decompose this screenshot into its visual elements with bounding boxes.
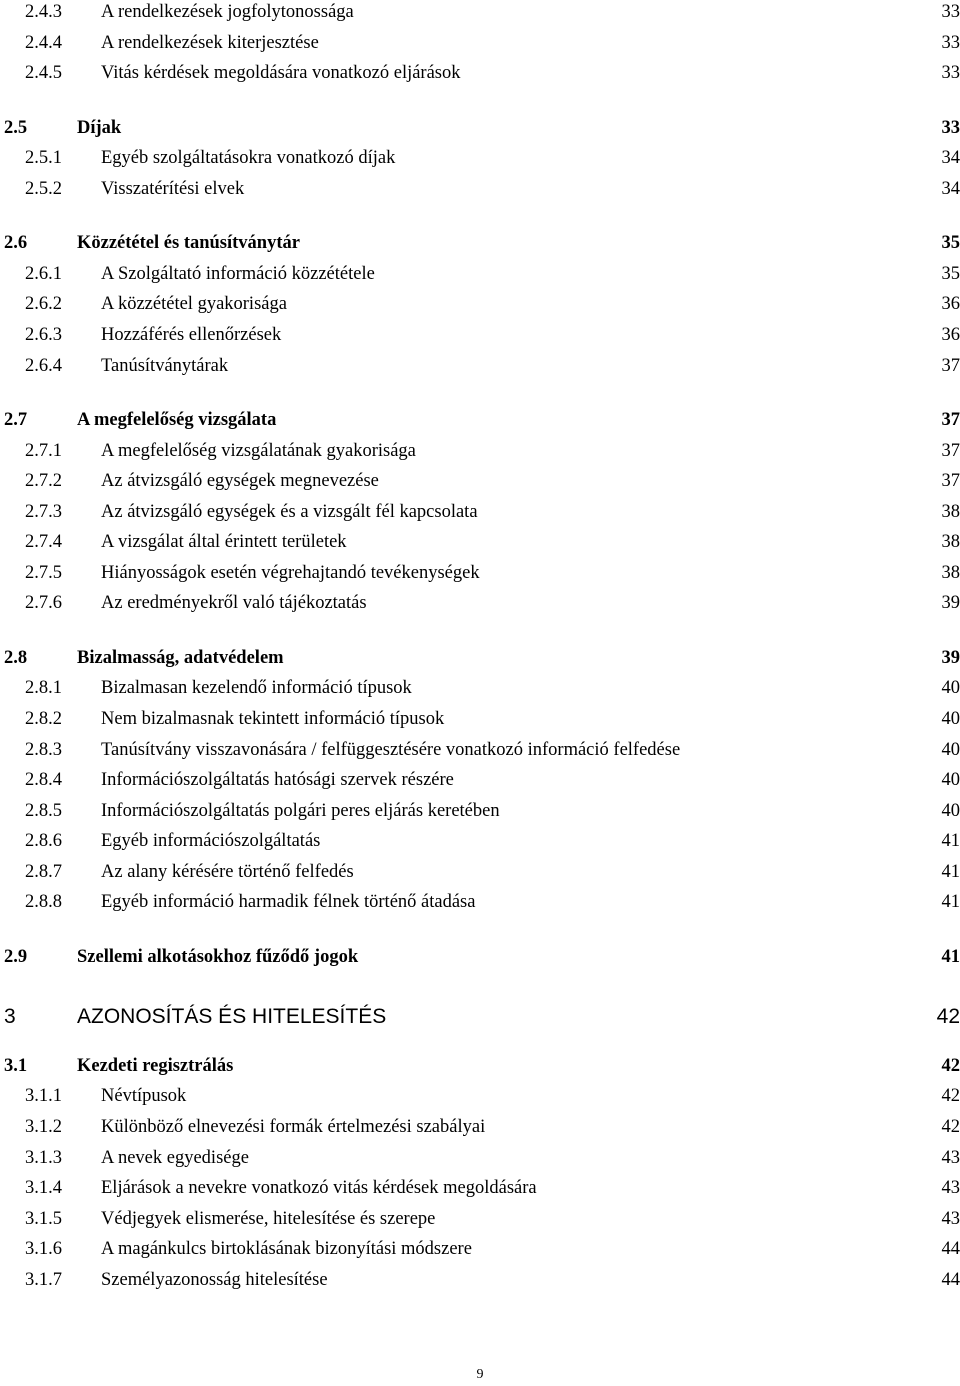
toc-entry-page: 42 xyxy=(941,1056,960,1076)
toc-entry-page: 41 xyxy=(941,947,960,967)
toc-entry-number: 2.8.8 xyxy=(25,892,62,912)
toc-entry-number: 2.6.1 xyxy=(25,264,62,284)
toc-entry-title: Az átvizsgáló egységek megnevezése xyxy=(101,471,379,491)
toc-entry-page: 36 xyxy=(941,325,960,345)
toc-entry-number: 3.1.3 xyxy=(25,1148,62,1168)
toc-entry-page: 33 xyxy=(941,63,960,83)
toc-subsection-entry xyxy=(0,322,960,348)
toc-entry-page: 39 xyxy=(941,648,960,668)
toc-entry-page: 39 xyxy=(941,593,960,613)
toc-entry-title: Visszatérítési elvek xyxy=(101,179,245,199)
toc-entry-title: Bizalmasan kezelendő információ típusok xyxy=(101,678,412,698)
toc-entry-number: 2.6.4 xyxy=(25,356,62,376)
toc-subsection-entry xyxy=(0,261,960,287)
toc-entry-page: 40 xyxy=(941,770,960,790)
toc-entry-title: Eljárások a nevekre vonatkozó vitás kérdések megoldására xyxy=(101,1178,537,1198)
toc-subsection-entry xyxy=(0,529,960,555)
toc-entry-number: 3.1.6 xyxy=(25,1239,62,1259)
toc-entry-page: 42 xyxy=(936,1005,960,1028)
toc-entry-page: 38 xyxy=(941,563,960,583)
toc-subsection-entry xyxy=(0,1267,960,1293)
toc-entry-title: A magánkulcs birtoklásának bizonyítási módszere xyxy=(101,1239,472,1259)
toc-subsection-entry xyxy=(0,353,960,379)
toc-entry-title: Hozzáférés ellenőrzések xyxy=(101,325,282,345)
toc-entry-title: Egyéb információ harmadik félnek történő átadása xyxy=(101,892,476,912)
toc-subsection-entry xyxy=(0,889,960,915)
toc-entry-title: Szellemi alkotásokhoz fűződő jogok xyxy=(77,947,359,967)
toc-entry-title: Tanúsítványtárak xyxy=(101,356,229,376)
toc-entry-number: 2.9 xyxy=(4,947,28,967)
toc-subsection-entry xyxy=(0,145,960,171)
toc-entry-number: 2.6 xyxy=(4,233,28,253)
toc-entry-number: 2.7.1 xyxy=(25,441,62,461)
toc-entry-title: Az alany kérésére történő felfedés xyxy=(101,862,354,882)
toc-entry-number: 2.4.4 xyxy=(25,33,62,53)
toc-subsection-entry xyxy=(0,499,960,525)
toc-entry-page: 37 xyxy=(941,441,960,461)
toc-entry-page: 37 xyxy=(941,471,960,491)
toc-entry-number: 2.5.1 xyxy=(25,148,62,168)
toc-entry-title: Tanúsítvány visszavonására / felfüggesztésére vonatkozó információ felfedése xyxy=(101,740,681,760)
toc-entry-number: 3.1 xyxy=(4,1056,28,1076)
toc-entry-page: 41 xyxy=(941,831,960,851)
toc-entry-page: 36 xyxy=(941,294,960,314)
toc-entry-page: 42 xyxy=(941,1117,960,1137)
toc-entry-number: 3.1.7 xyxy=(25,1270,62,1290)
toc-subsection-entry xyxy=(0,1236,960,1262)
toc-entry-number: 2.8.7 xyxy=(25,862,62,882)
toc-subsection-entry xyxy=(0,1145,960,1171)
toc-entry-number: 2.7 xyxy=(4,410,28,430)
toc-entry-number: 2.6.2 xyxy=(25,294,62,314)
toc-entry-title: Közzététel és tanúsítványtár xyxy=(77,233,300,253)
toc-subsection-entry xyxy=(0,0,960,25)
toc-entry-page: 43 xyxy=(941,1148,960,1168)
toc-entry-number: 2.6.3 xyxy=(25,325,62,345)
toc-section-entry xyxy=(0,115,960,141)
toc-entry-title: Az átvizsgáló egységek és a vizsgált fél kapcsolata xyxy=(101,502,478,522)
toc-entry-page: 34 xyxy=(941,179,960,199)
toc-entry-number: 2.7.3 xyxy=(25,502,62,522)
toc-subsection-entry xyxy=(0,468,960,494)
toc-entry-title: A megfelelőség vizsgálatának gyakorisága xyxy=(101,441,416,461)
toc-entry-page: 44 xyxy=(941,1239,960,1259)
toc-entry-number: 2.7.6 xyxy=(25,593,62,613)
toc-subsection-entry xyxy=(0,1114,960,1140)
toc-entry-number: 2.8 xyxy=(4,648,28,668)
toc-subsection-entry xyxy=(0,706,960,732)
toc-entry-number: 2.7.5 xyxy=(25,563,62,583)
toc-entry-number: 2.4.3 xyxy=(25,2,62,22)
toc-entry-page: 40 xyxy=(941,740,960,760)
toc-entry-title: Információszolgáltatás hatósági szervek részére xyxy=(101,770,454,790)
toc-entry-title: Vitás kérdések megoldására vonatkozó eljárások xyxy=(101,63,461,83)
toc-subsection-entry xyxy=(0,828,960,854)
toc-entry-page: 41 xyxy=(941,862,960,882)
toc-entry-title: A közzététel gyakorisága xyxy=(101,294,287,314)
toc-entry-title: A nevek egyedisége xyxy=(101,1148,249,1168)
toc-entry-title: Egyéb információszolgáltatás xyxy=(101,831,321,851)
toc-section-entry xyxy=(0,944,960,970)
toc-subsection-entry xyxy=(0,438,960,464)
toc-entry-number: 2.5 xyxy=(4,118,28,138)
toc-entry-title: A rendelkezések jogfolytonossága xyxy=(101,2,354,22)
toc-entry-number: 3.1.4 xyxy=(25,1178,62,1198)
toc-entry-number: 2.8.5 xyxy=(25,801,62,821)
toc-entry-title: A rendelkezések kiterjesztése xyxy=(101,33,319,53)
toc-section-entry xyxy=(0,1053,960,1079)
toc-entry-title: Névtípusok xyxy=(101,1086,187,1106)
toc-section-entry xyxy=(0,407,960,433)
toc-subsection-entry xyxy=(0,560,960,586)
toc-entry-page: 33 xyxy=(941,2,960,22)
toc-entry-title: Nem bizalmasnak tekintett információ típusok xyxy=(101,709,445,729)
toc-entry-title: AZONOSÍTÁS ÉS HITELESÍTÉS xyxy=(77,1005,387,1028)
toc-entry-number: 2.7.2 xyxy=(25,471,62,491)
toc-entry-title: Az eredményekről való tájékoztatás xyxy=(101,593,367,613)
toc-entry-page: 35 xyxy=(941,264,960,284)
toc-entry-page: 37 xyxy=(941,356,960,376)
toc-entry-number: 3.1.1 xyxy=(25,1086,62,1106)
toc-entry-title: A vizsgálat által érintett területek xyxy=(101,532,347,552)
toc-entry-page: 33 xyxy=(941,118,960,138)
toc-entry-page: 35 xyxy=(941,233,960,253)
toc-entry-number: 2.8.6 xyxy=(25,831,62,851)
toc-section-entry xyxy=(0,645,960,671)
toc-entry-page: 40 xyxy=(941,709,960,729)
toc-subsection-entry xyxy=(0,859,960,885)
toc-subsection-entry xyxy=(0,291,960,317)
toc-entry-title: Hiányosságok esetén végrehajtandó tevékenységek xyxy=(101,563,480,583)
toc-entry-title: Különböző elnevezési formák értelmezési szabályai xyxy=(101,1117,486,1137)
toc-subsection-entry xyxy=(0,737,960,763)
toc-entry-number: 2.7.4 xyxy=(25,532,62,552)
toc-entry-title: Kezdeti regisztrálás xyxy=(77,1056,234,1076)
toc-entry-title: Egyéb szolgáltatásokra vonatkozó díjak xyxy=(101,148,396,168)
toc-entry-page: 41 xyxy=(941,892,960,912)
toc-entry-title: Személyazonosság hitelesítése xyxy=(101,1270,328,1290)
toc-subsection-entry xyxy=(0,590,960,616)
toc-entry-page: 40 xyxy=(941,801,960,821)
toc-subsection-entry xyxy=(0,1083,960,1109)
toc-entry-page: 43 xyxy=(941,1178,960,1198)
toc-entry-page: 43 xyxy=(941,1209,960,1229)
toc-entry-title: A megfelelőség vizsgálata xyxy=(77,410,277,430)
toc-entry-number: 2.5.2 xyxy=(25,179,62,199)
toc-entry-number: 3 xyxy=(4,1005,16,1028)
toc-subsection-entry xyxy=(0,798,960,824)
toc-entry-title: Információszolgáltatás polgári peres eljárás keretében xyxy=(101,801,500,821)
toc-subsection-entry xyxy=(0,1175,960,1201)
toc-entry-title: Bizalmasság, adatvédelem xyxy=(77,648,284,668)
toc-entry-page: 42 xyxy=(941,1086,960,1106)
toc-entry-page: 33 xyxy=(941,33,960,53)
toc-subsection-entry xyxy=(0,30,960,56)
toc-entry-number: 3.1.5 xyxy=(25,1209,62,1229)
toc-entry-page: 40 xyxy=(941,678,960,698)
toc-entry-number: 2.4.5 xyxy=(25,63,62,83)
toc-entry-page: 37 xyxy=(941,410,960,430)
toc-subsection-entry xyxy=(0,1206,960,1232)
toc-subsection-entry xyxy=(0,675,960,701)
toc-entry-number: 2.8.2 xyxy=(25,709,62,729)
toc-entry-number: 2.8.3 xyxy=(25,740,62,760)
toc-entry-number: 2.8.1 xyxy=(25,678,62,698)
toc-entry-page: 38 xyxy=(941,502,960,522)
toc-entry-number: 3.1.2 xyxy=(25,1117,62,1137)
toc-section-entry xyxy=(0,230,960,256)
toc-subsection-entry xyxy=(0,176,960,202)
toc-entry-title: A Szolgáltató információ közzététele xyxy=(101,264,375,284)
page-number: 9 xyxy=(476,1367,484,1382)
toc-entry-title: Díjak xyxy=(77,118,122,138)
toc-subsection-entry xyxy=(0,767,960,793)
toc-chapter-entry xyxy=(0,1002,960,1032)
toc-entry-number: 2.8.4 xyxy=(25,770,62,790)
toc-entry-page: 44 xyxy=(941,1270,960,1290)
toc-entry-page: 38 xyxy=(941,532,960,552)
toc-entry-page: 34 xyxy=(941,148,960,168)
toc-entry-title: Védjegyek elismerése, hitelesítése és szerepe xyxy=(101,1209,436,1229)
toc-subsection-entry xyxy=(0,60,960,86)
